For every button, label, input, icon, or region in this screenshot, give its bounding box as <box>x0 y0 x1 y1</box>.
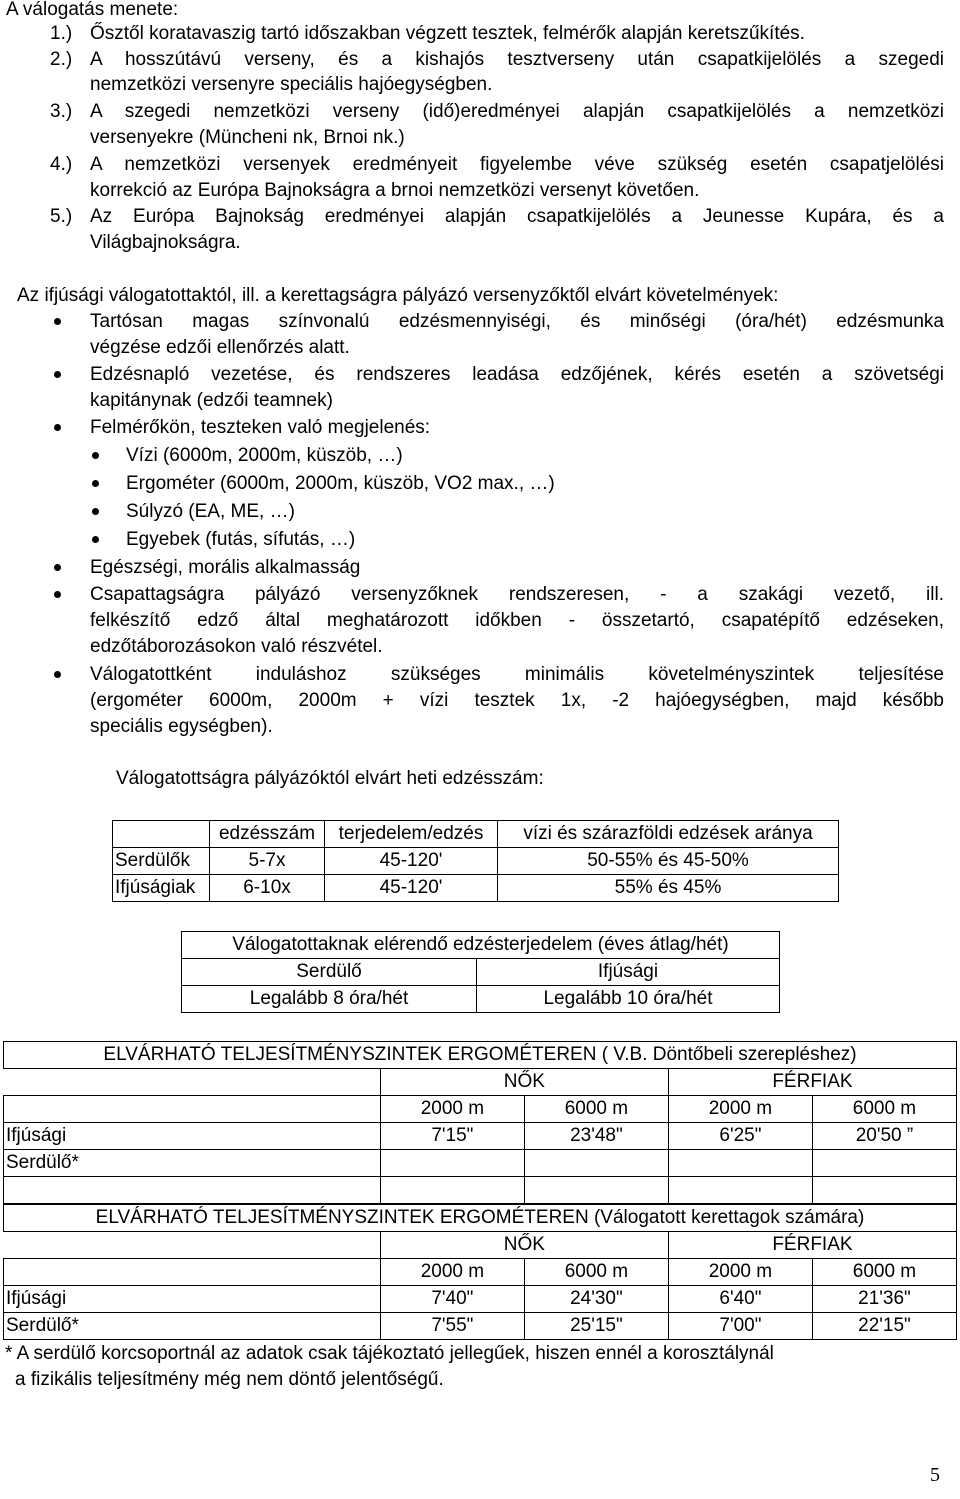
table-header: Serdülő <box>182 959 477 986</box>
table-row <box>4 1150 957 1177</box>
table-cell: 45-120' <box>325 848 498 875</box>
table-header: 2000 m <box>668 1096 812 1123</box>
step-text: A hosszútávú verseny, és a kishajós tesztverseny után csapatkijelölés a szegedi <box>90 49 944 70</box>
table-cell: 7'55" <box>380 1313 524 1340</box>
weekly-training-table <box>112 820 839 902</box>
requirement-text: kapitánynak (edzői teamnek) <box>90 390 333 411</box>
table-header: Ifjúsági <box>477 959 780 986</box>
requirement-text: Tartósan magas színvonalú edzésmennyiségi, és minőségi (óra/hét) edzésmunka <box>90 311 944 332</box>
table-cell: Legalább 10 óra/hét <box>477 986 780 1013</box>
step-text: A nemzetközi versenyek eredményeit figyelembe véve szükség esetén csapatjelölési <box>90 154 944 175</box>
table-cell: 7'00" <box>668 1313 812 1340</box>
table-row <box>113 821 839 848</box>
bullet-icon <box>54 671 61 678</box>
table-title: ELVÁRHATÓ TELJESÍTMÉNYSZINTEK ERGOMÉTEREN (Válogatott kerettagok számára) <box>4 1205 957 1232</box>
step-number: 3.) <box>50 101 73 122</box>
table-cell: 7'40" <box>380 1286 524 1313</box>
requirement-text: Egészségi, morális alkalmasság <box>90 557 361 578</box>
requirement-text: (ergométer 6000m, 2000m + vízi tesztek 1x, -2 hajóegységben, majd később <box>90 690 944 711</box>
table-header: 2000 m <box>668 1259 812 1286</box>
bullet-icon <box>54 424 61 431</box>
test-item: Vízi (6000m, 2000m, küszöb, …) <box>126 445 403 466</box>
table-cell: 22'15" <box>812 1313 956 1340</box>
table-cell: 55% és 45% <box>498 875 839 902</box>
step-number: 1.) <box>50 23 73 44</box>
table-row <box>4 1259 957 1286</box>
table-cell: 25'15" <box>524 1313 668 1340</box>
table-row <box>4 1042 957 1069</box>
table-cell: 21'36" <box>812 1286 956 1313</box>
step-text: nemzetközi versenyre speciális hajóegységben. <box>90 74 493 95</box>
page-number: 5 <box>930 1464 940 1486</box>
table-row <box>4 1069 957 1096</box>
table-cell: 6'40" <box>668 1286 812 1313</box>
table-row <box>4 1205 957 1232</box>
step-number: 5.) <box>50 206 73 227</box>
step-text: A szegedi nemzetközi verseny (idő)eredményei alapján csapatkijelölés a nemzetközi <box>90 101 944 122</box>
table-cell: 50-55% és 45-50% <box>498 848 839 875</box>
table-row <box>182 959 780 986</box>
table-header: 6000 m <box>812 1096 956 1123</box>
requirement-text: Csapattagságra pályázó versenyzőknek rendszeresen, - a szakági vezető, ill. <box>90 584 944 605</box>
table-row <box>113 848 839 875</box>
table-cell: 6-10x <box>210 875 325 902</box>
step-number: 2.) <box>50 49 73 70</box>
table-row <box>4 1096 957 1123</box>
bullet-icon <box>54 318 61 325</box>
table-cell <box>812 1150 956 1177</box>
bullet-icon <box>92 480 99 487</box>
requirement-text: Edzésnapló vezetése, és rendszeres leadása edzőjének, kérés esetén a szövetségi <box>90 364 944 385</box>
requirement-text: edzőtáborozásokon való részvétel. <box>90 636 383 657</box>
section-heading: A válogatás menete: <box>6 0 179 20</box>
table-cell: Legalább 8 óra/hét <box>182 986 477 1013</box>
table-title: ELVÁRHATÓ TELJESÍTMÉNYSZINTEK ERGOMÉTEREN ( V.B. Döntőbeli szerepléshez) <box>4 1042 957 1069</box>
requirement-text: Válogatottként induláshoz szükséges minimális követelményszintek teljesítése <box>90 664 944 685</box>
table-header: terjedelem/edzés <box>325 821 498 848</box>
table-cell: Serdülő* <box>4 1150 381 1177</box>
table-cell: 5-7x <box>210 848 325 875</box>
table-row <box>4 1123 957 1150</box>
table-header: 6000 m <box>524 1096 668 1123</box>
table-row <box>4 1313 957 1340</box>
table-row <box>182 986 780 1013</box>
table-cell: 6'25" <box>668 1123 812 1150</box>
requirement-text: felkészítő edző által meghatározott időkben - összetartó, csapatépítő edzéseken, <box>90 610 944 631</box>
table-cell: 23'48" <box>524 1123 668 1150</box>
test-item: Ergométer (6000m, 2000m, küszöb, VO2 max., …) <box>126 473 555 494</box>
table-header: 2000 m <box>380 1259 524 1286</box>
ergometer-table-final <box>3 1041 957 1204</box>
bullet-icon <box>92 536 99 543</box>
table-cell <box>113 821 210 848</box>
ergometer-table-squad <box>3 1204 957 1340</box>
table-cell: 20'50 ” <box>812 1123 956 1150</box>
requirement-text: végzése edzői ellenőrzés alatt. <box>90 337 350 358</box>
table-header: vízi és szárazföldi edzések aránya <box>498 821 839 848</box>
table-row <box>4 1177 957 1204</box>
step-text: korrekció az Európa Bajnokságra a brnoi nemzetközi versenyt követően. <box>90 180 700 201</box>
requirement-text: speciális egységben). <box>90 716 273 737</box>
table-header: FÉRFIAK <box>668 1232 956 1259</box>
weekly-title: Válogatottságra pályázóktól elvárt heti edzésszám: <box>116 768 544 789</box>
table-cell: Ifjúságiak <box>113 875 210 902</box>
table-cell <box>524 1150 668 1177</box>
table-header: NŐK <box>380 1069 668 1096</box>
table-header: 2000 m <box>380 1096 524 1123</box>
bullet-icon <box>92 508 99 515</box>
bullet-icon <box>54 564 61 571</box>
requirements-intro: Az ifjúsági válogatottaktól, ill. a kerettagságra pályázó versenyzőktől elvárt követelmények: <box>17 285 779 306</box>
table-cell: Ifjúsági <box>4 1123 381 1150</box>
volume-table <box>181 931 780 1013</box>
step-text: versenyekre (Müncheni nk, Brnoi nk.) <box>90 127 405 148</box>
table-row <box>113 875 839 902</box>
step-number: 4.) <box>50 154 73 175</box>
table-cell: Ifjúsági <box>4 1286 381 1313</box>
requirement-text: Felmérőkön, teszteken való megjelenés: <box>90 417 431 438</box>
bullet-icon <box>92 452 99 459</box>
table-row <box>4 1286 957 1313</box>
table-row <box>4 1232 957 1259</box>
table-header: 6000 m <box>812 1259 956 1286</box>
table-cell: 24'30" <box>524 1286 668 1313</box>
footnote: * A serdülő korcsoportnál az adatok csak tájékoztató jellegűek, hiszen ennél a korosztálynál <box>5 1343 774 1364</box>
step-text: Ősztől koratavaszig tartó időszakban végzett tesztek, felmérők alapján keretszűkítés. <box>90 23 805 44</box>
table-cell <box>668 1150 812 1177</box>
bullet-icon <box>54 371 61 378</box>
table-header: NŐK <box>380 1232 668 1259</box>
step-text: Világbajnokságra. <box>90 232 241 253</box>
table-header: FÉRFIAK <box>668 1069 956 1096</box>
table-row <box>182 932 780 959</box>
step-text: Az Európa Bajnokság eredményei alapján csapatkijelölés a Jeunesse Kupára, és a <box>90 206 944 227</box>
table-cell: Serdülő* <box>4 1313 381 1340</box>
table-cell: 45-120' <box>325 875 498 902</box>
table-header: edzésszám <box>210 821 325 848</box>
bullet-icon <box>54 591 61 598</box>
footnote: a fizikális teljesítmény még nem döntő jelentőségű. <box>15 1369 444 1390</box>
table-cell: 7'15" <box>380 1123 524 1150</box>
table-title: Válogatottaknak elérendő edzésterjedelem (éves átlag/hét) <box>182 932 780 959</box>
test-item: Egyebek (futás, sífutás, …) <box>126 529 356 550</box>
table-header: 6000 m <box>524 1259 668 1286</box>
table-cell: Serdülők <box>113 848 210 875</box>
test-item: Súlyzó (EA, ME, …) <box>126 501 295 522</box>
table-cell <box>380 1150 524 1177</box>
